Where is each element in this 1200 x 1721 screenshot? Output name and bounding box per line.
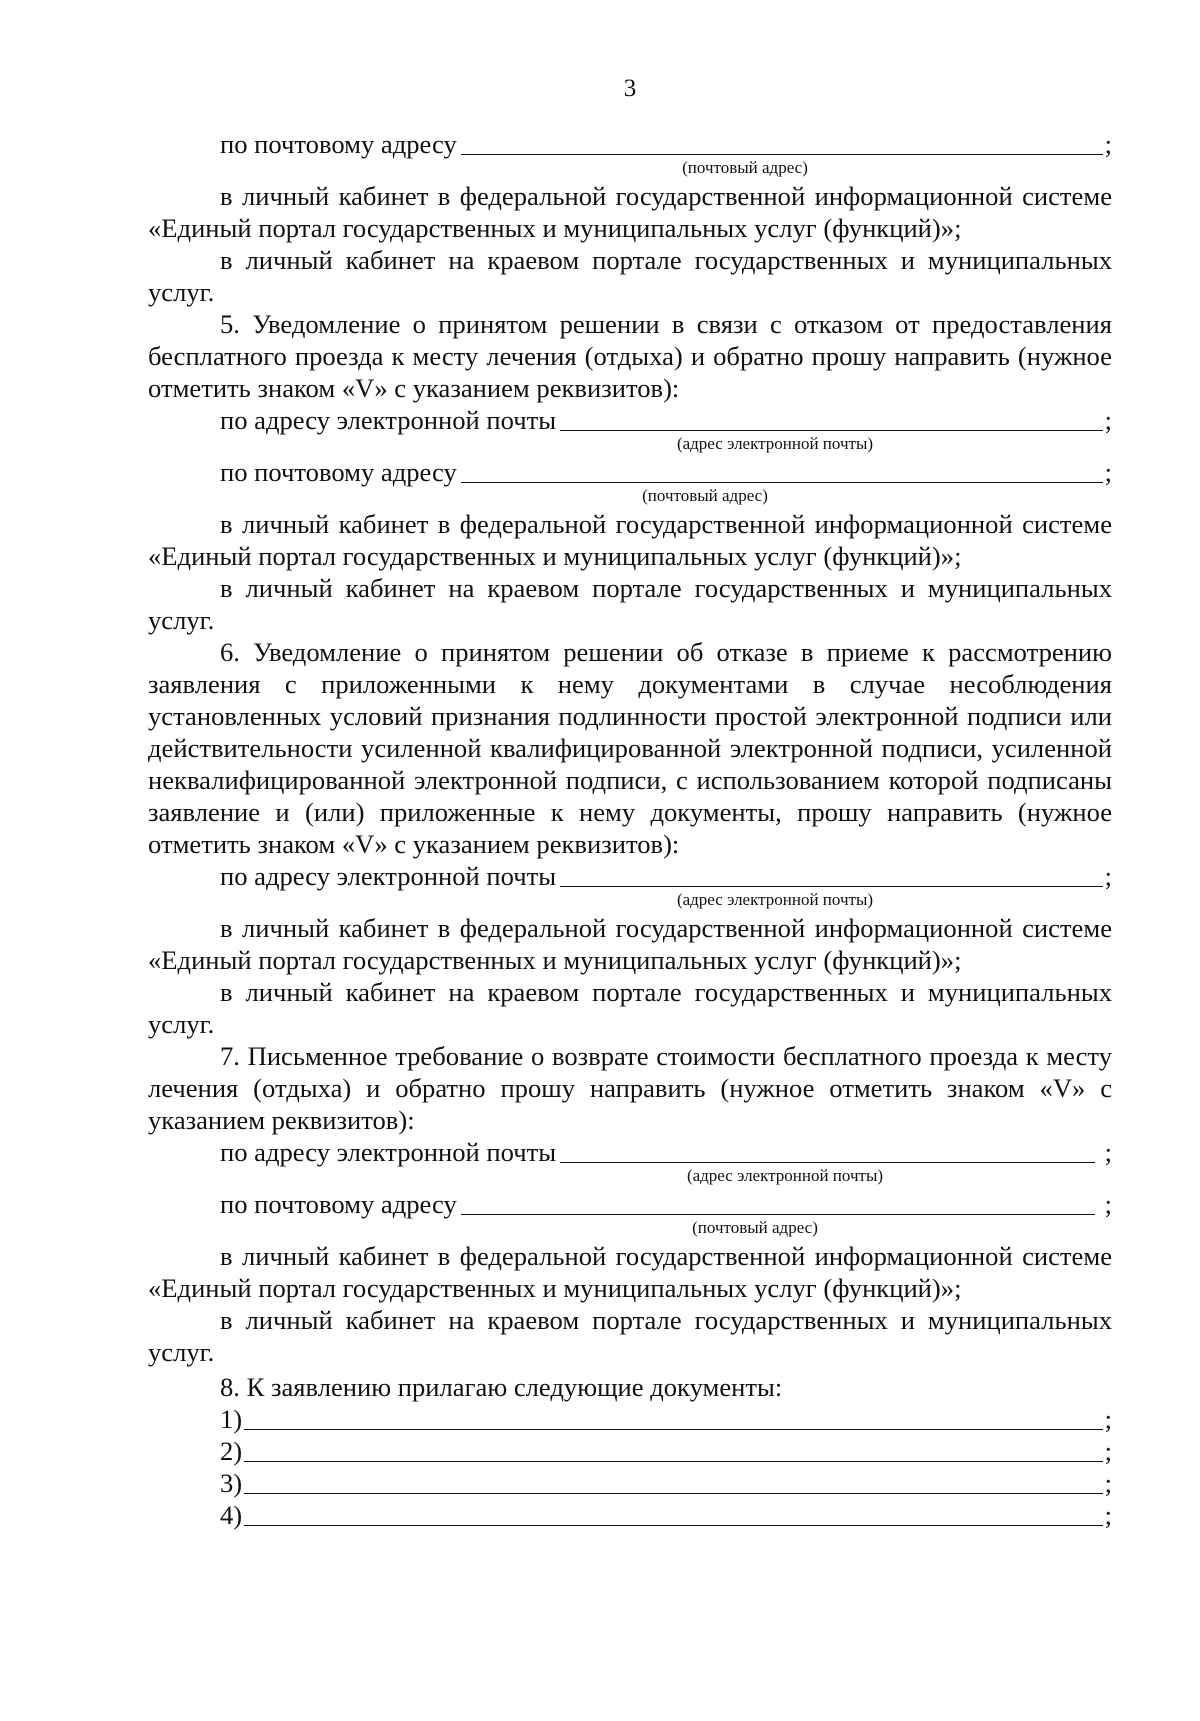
section-5-text: 5. Уведомление о принятом решении в связи с отказом от предоставления бесплатного проезда к месту лечения (отдыха) и обратно прошу направить (нужное отметить знаком «V» с указанием реквизитов): (148, 309, 1112, 403)
attachment-item (220, 1435, 1112, 1467)
epgu-option: в личный кабинет в федеральной государственной информационной системе «Единый портал государственных и муниципальных услуг (функций)»; (148, 509, 1112, 571)
attachment-number: 4) (220, 1500, 243, 1530)
email-label: по адресу электронной почты (220, 1137, 557, 1167)
attachment-item (220, 1403, 1112, 1435)
section-7-text: 7. Письменное требование о возврате стоимости бесплатного проезда к месту лечения (отдыха) и обратно прошу направить (нужное отметить знаком «V» с указанием реквизитов): (148, 1041, 1112, 1135)
email-label: по адресу электронной почты (220, 405, 557, 435)
regional-portal-option: в личный кабинет на краевом портале государственных и муниципальных услуг. (148, 573, 1112, 635)
attachment-input-line[interactable] (244, 1437, 1102, 1462)
semicolon: ; (1104, 861, 1112, 891)
semicolon: ; (1104, 457, 1112, 487)
semicolon: ; (1104, 1137, 1112, 1167)
postal-caption: (почтовый адрес) (682, 158, 808, 177)
attachment-number: 2) (220, 1436, 243, 1466)
email-input-line[interactable] (560, 862, 1102, 887)
postal-label: по почтовому адресу (220, 129, 457, 159)
postal-label: по почтовому адресу (220, 1189, 457, 1219)
regional-portal-option: в личный кабинет на краевом портале государственных и муниципальных услуг. (148, 1305, 1112, 1367)
semicolon: ; (1104, 1189, 1112, 1219)
attachment-number: 3) (220, 1468, 243, 1498)
semicolon: ; (1104, 129, 1112, 159)
attachment-item (220, 1467, 1112, 1499)
section-8-text: 8. К заявлению прилагаю следующие документы: (220, 1372, 783, 1402)
epgu-option: в личный кабинет в федеральной государственной информационной системе «Единый портал государственных и муниципальных услуг (функций)»; (148, 1241, 1112, 1303)
epgu-option: в личный кабинет в федеральной государственной информационной системе «Единый портал государственных и муниципальных услуг (функций)»; (148, 181, 1112, 243)
postal-address-input-line[interactable] (461, 130, 1103, 155)
email-caption: (адрес электронной почты) (686, 1166, 884, 1185)
email-field (148, 404, 1112, 436)
email-input-line[interactable] (560, 1138, 1094, 1163)
semicolon: ; (1104, 405, 1112, 435)
postal-address-field (148, 1188, 1112, 1220)
semicolon: ; (1104, 1500, 1112, 1530)
email-input-line[interactable] (560, 406, 1102, 431)
semicolon: ; (1104, 1436, 1112, 1466)
semicolon: ; (1104, 1468, 1112, 1498)
document-body (148, 128, 1112, 1531)
attachment-input-line[interactable] (244, 1469, 1102, 1494)
attachment-input-line[interactable] (244, 1501, 1102, 1526)
attachments-list (148, 1403, 1112, 1531)
postal-address-input-line[interactable] (461, 458, 1103, 483)
postal-label: по почтовому адресу (220, 457, 457, 487)
semicolon: ; (1104, 1404, 1112, 1434)
email-field (148, 860, 1112, 892)
email-caption: (адрес электронной почты) (676, 434, 874, 453)
postal-address-field (148, 128, 1112, 160)
email-caption: (адрес электронной почты) (676, 890, 874, 909)
section-6-text: 6. Уведомление о принятом решении об отказе в приеме к рассмотрению заявления с приложенными к нему документами в случае несоблюдения установленных условий признания подлинности простой электронной подписи или действительности усиленной квалифицированной электронной подписи, усиленной неквалифицированной электронной подписи, с использованием которой подписаны заявление и (или) приложенные к нему документы, прошу направить (нужное отметить знаком «V» с указанием реквизитов): (148, 637, 1112, 859)
attachment-item (220, 1499, 1112, 1531)
email-label: по адресу электронной почты (220, 861, 557, 891)
attachment-input-line[interactable] (244, 1405, 1102, 1430)
postal-caption: (почтовый адрес) (642, 486, 768, 505)
epgu-option: в личный кабинет в федеральной государственной информационной системе «Единый портал государственных и муниципальных услуг (функций)»; (148, 913, 1112, 975)
attachment-number: 1) (220, 1404, 243, 1434)
page-number: 3 (623, 75, 637, 102)
email-field (148, 1136, 1112, 1168)
postal-caption: (почтовый адрес) (692, 1218, 818, 1237)
postal-address-field (148, 456, 1112, 488)
regional-portal-option: в личный кабинет на краевом портале государственных и муниципальных услуг. (148, 245, 1112, 307)
postal-address-input-line[interactable] (461, 1190, 1095, 1215)
regional-portal-option: в личный кабинет на краевом портале государственных и муниципальных услуг. (148, 977, 1112, 1039)
